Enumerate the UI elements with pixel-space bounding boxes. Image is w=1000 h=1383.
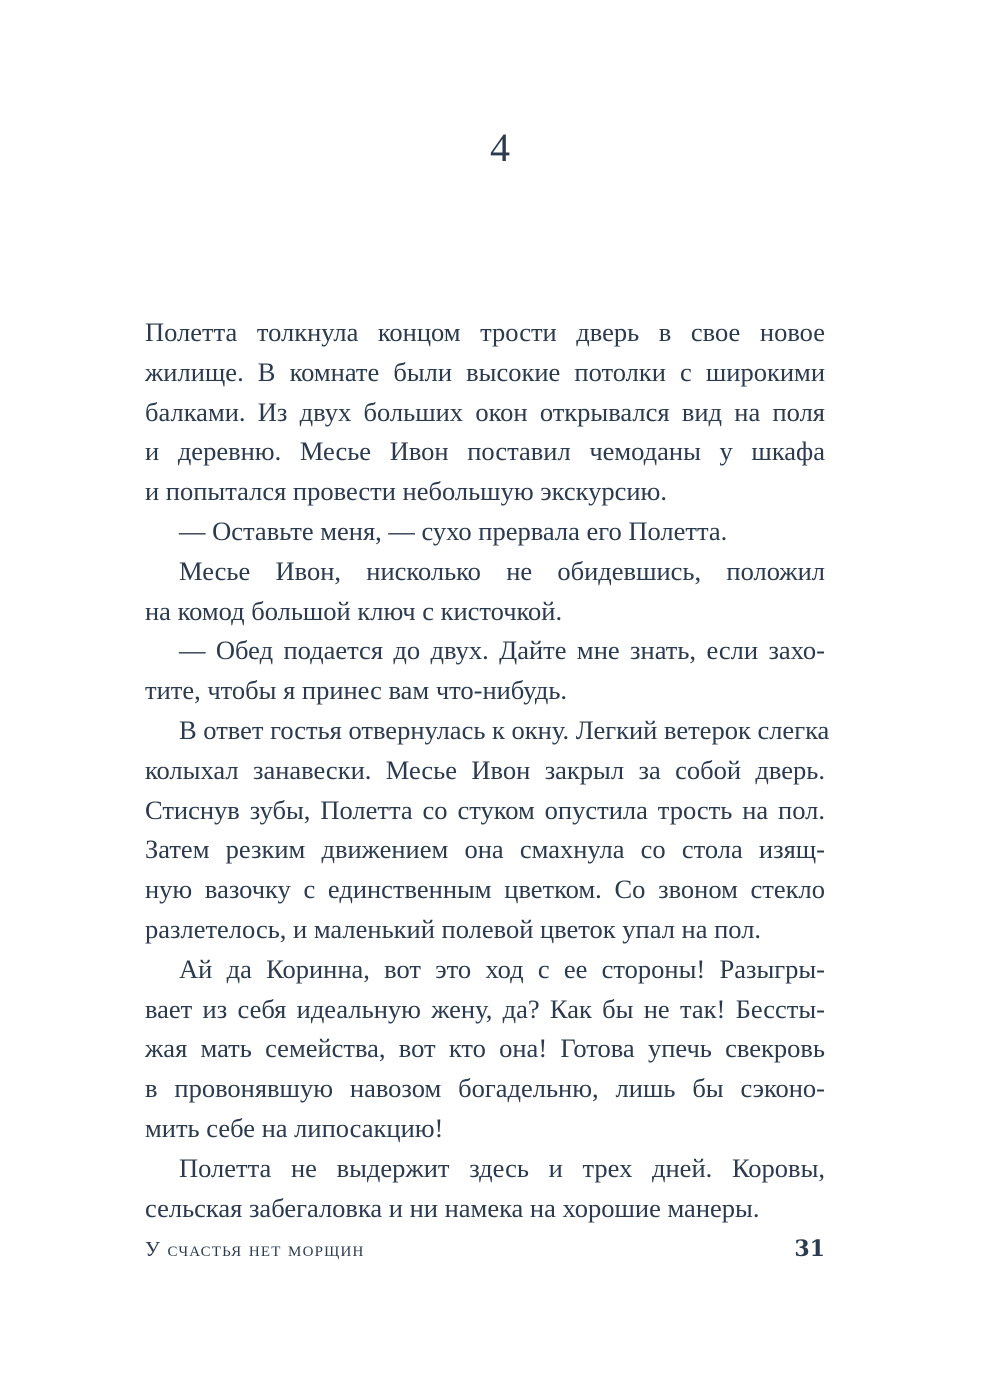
page-footer [145, 1232, 825, 1266]
text-line: Полетта толкнула концом трости дверь в свое новое [145, 317, 825, 347]
text-line: — Обед подается до двух. Дайте мне знать, если захо- [179, 635, 825, 666]
text-line: вает из себя идеальную жену, да? Как бы не так! Бессты- [145, 993, 825, 1024]
chapter-number: 4 [490, 125, 510, 170]
text-line: Затем резким движением она смахнула со стола изящ- [145, 834, 825, 865]
text-line: на комод большой ключ с кисточкой. [145, 595, 563, 626]
chapter-text [145, 313, 830, 1228]
text-line: и попытался провести небольшую экскурсию. [145, 476, 667, 507]
running-title: У счастья нет морщин [145, 1237, 365, 1261]
text-line: колыхал занавески. Месье Ивон закрыл за собой дверь. [145, 754, 825, 785]
text-line: в провонявшую навозом богадельню, лишь бы сэконо- [145, 1073, 825, 1104]
text-line: жая мать семейства, вот кто она! Готова упечь свекровь [145, 1033, 825, 1064]
text-line: ную вазочку с единственным цветком. Со звоном стекло [145, 874, 825, 905]
text-line: жилище. В комнате были высокие потолки с широкими [145, 356, 825, 387]
page-number: 31 [794, 1236, 825, 1262]
text-line: — Оставьте меня, — сухо прервала его Полетта. [179, 515, 728, 546]
text-line: сельская забегаловка и ни намека на хорошие манеры. [145, 1192, 760, 1223]
text-line: разлетелось, и маленький полевой цветок упал на пол. [145, 913, 762, 944]
text-line: балками. Из двух больших окон открывался вид на поля [145, 396, 825, 427]
text-line: В ответ гостья отвернулась к окну. Легкий ветерок слегка [179, 714, 830, 745]
text-line: и деревню. Месье Ивон поставил чемоданы у шкафа [145, 436, 825, 467]
text-line: Полетта не выдержит здесь и трех дней. Коровы, [179, 1152, 825, 1183]
text-line: Ай да Коринна, вот это ход с ее стороны! Разыгры- [179, 953, 825, 984]
text-line: тите, чтобы я принес вам что-нибудь. [145, 675, 568, 706]
text-line: Месье Ивон, нисколько не обидевшись, положил [179, 555, 825, 586]
text-line: мить себе на липосакцию! [145, 1112, 444, 1143]
text-line: Стиснув зубы, Полетта со стуком опустила трость на пол. [145, 794, 825, 825]
